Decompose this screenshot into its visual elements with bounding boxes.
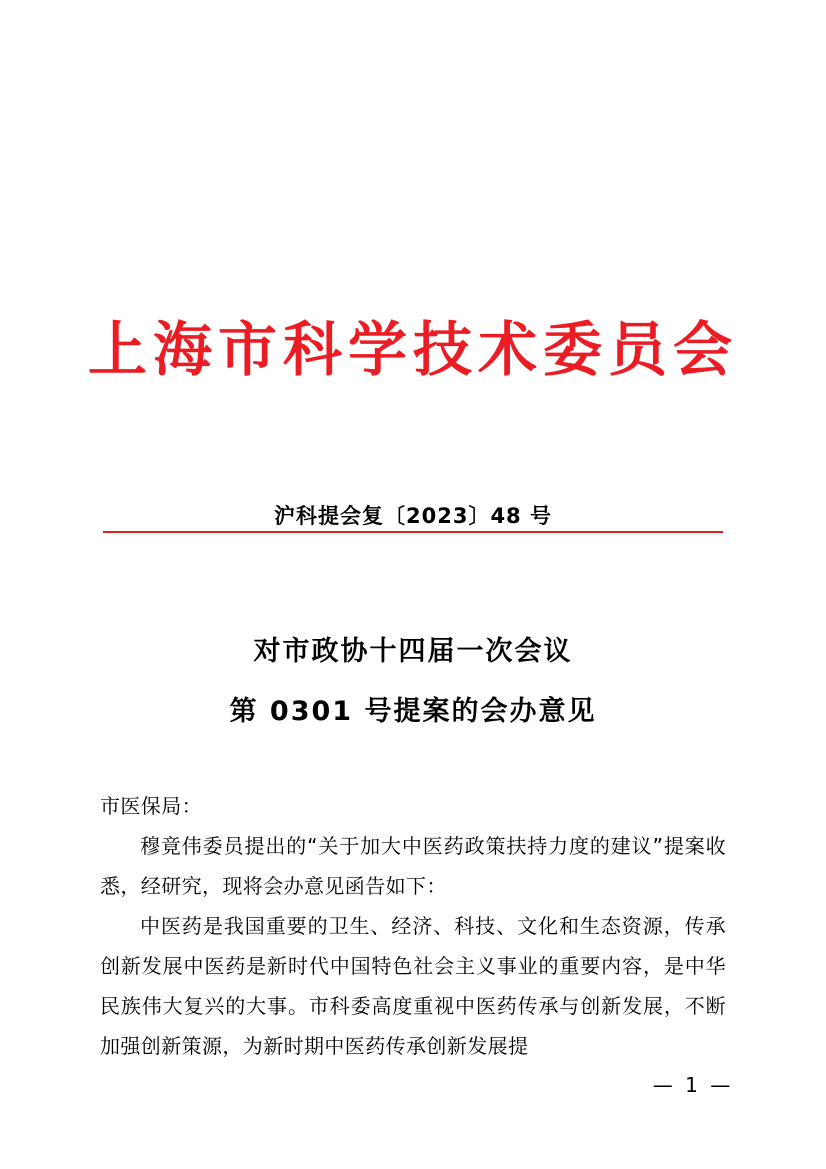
body-paragraph-1: 穆竟伟委员提出的“关于加大中医药政策扶持力度的建议”提案收悉，经研究，现将会办意见函告如下： [100,834,726,898]
masthead-title: 上海市科学技术委员会 [87,315,738,384]
recipient-line: 市医保局： [100,794,202,818]
document-title [103,622,723,742]
document-title-line-1: 对市政协十四届一次会议 [253,636,573,667]
document-number: 沪科提会复〔2023〕48 号 [274,504,552,528]
red-divider [103,531,723,533]
page-number: — 1 — [652,1073,734,1097]
document-title-line-2: 第 0301 号提案的会办意见 [229,696,597,727]
body-paragraph-2: 中医药是我国重要的卫生、经济、科技、文化和生态资源，传承创新发展中医药是新时代中国特色社会主义事业的重要内容，是中华民族伟大复兴的大事。市科委高度重视中医药传承与创新发展，不断加强创新策源，为新时期中医药传承创新发展提 [100,914,726,1058]
document-body [100,786,726,1066]
